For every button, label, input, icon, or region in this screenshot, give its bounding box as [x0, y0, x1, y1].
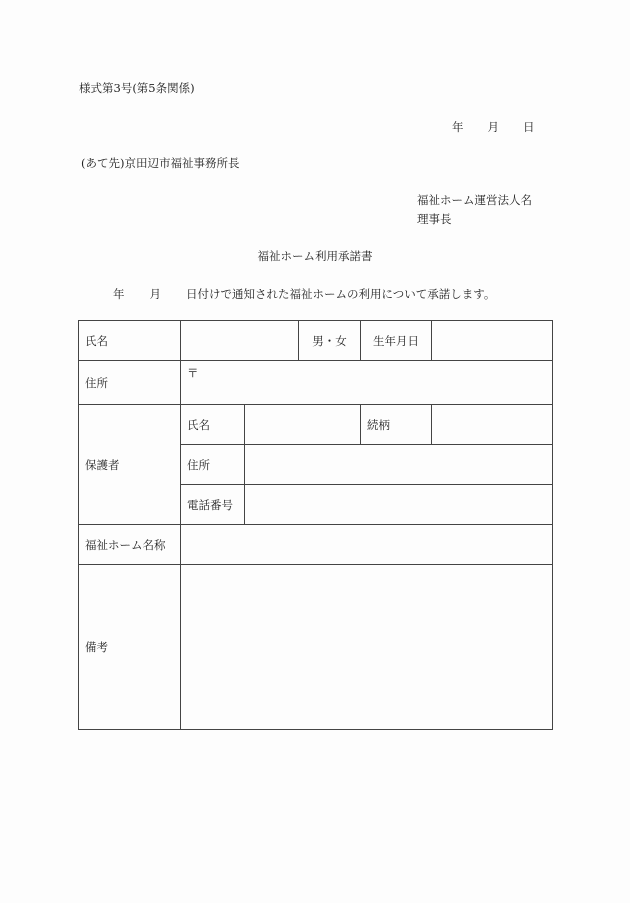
birthdate-label: 生年月日	[361, 321, 432, 361]
date-day: 日	[523, 120, 535, 134]
remarks-label: 備考	[79, 565, 181, 730]
remarks-field[interactable]	[181, 565, 553, 730]
guardian-address-label: 住所	[181, 445, 245, 485]
intro-sentence	[113, 286, 495, 302]
date-line	[452, 119, 535, 135]
addressee: (あて先)京田辺市福祉事務所長	[81, 156, 240, 170]
name-label: 氏名	[79, 321, 181, 361]
home-name-label: 福祉ホーム名称	[79, 525, 181, 565]
representative-title: 理事長	[417, 212, 452, 226]
guardian-address-field[interactable]	[245, 445, 553, 485]
guardian-phone-field[interactable]	[245, 485, 553, 525]
intro-text: 日付けで通知された福祉ホームの利用について承諾します。	[186, 287, 496, 301]
table-row	[79, 405, 553, 445]
relationship-field[interactable]	[432, 405, 553, 445]
postal-mark: 〒	[187, 366, 199, 380]
intro-month: 月	[149, 287, 161, 301]
guardian-phone-label: 電話番号	[181, 485, 245, 525]
relationship-label: 続柄	[361, 405, 432, 445]
guardian-name-label: 氏名	[181, 405, 245, 445]
gender-field[interactable]: 男・女	[299, 321, 361, 361]
intro-year: 年	[113, 287, 125, 301]
table-row	[79, 565, 553, 730]
name-field[interactable]	[181, 321, 299, 361]
date-month: 月	[487, 120, 499, 134]
table-row	[79, 525, 553, 565]
table-row	[79, 321, 553, 361]
date-year: 年	[452, 120, 464, 134]
address-field[interactable]	[181, 361, 553, 405]
corporation-name: 福祉ホーム運営法人名	[417, 193, 532, 207]
consent-form-table	[78, 320, 553, 730]
guardian-label: 保護者	[79, 405, 181, 525]
home-name-field[interactable]	[181, 525, 553, 565]
form-number: 様式第3号(第5条関係)	[79, 81, 195, 95]
birthdate-field[interactable]	[432, 321, 553, 361]
guardian-name-field[interactable]	[245, 405, 361, 445]
document-title: 福祉ホーム利用承諾書	[257, 249, 373, 263]
address-label: 住所	[79, 361, 181, 405]
table-row	[79, 361, 553, 405]
